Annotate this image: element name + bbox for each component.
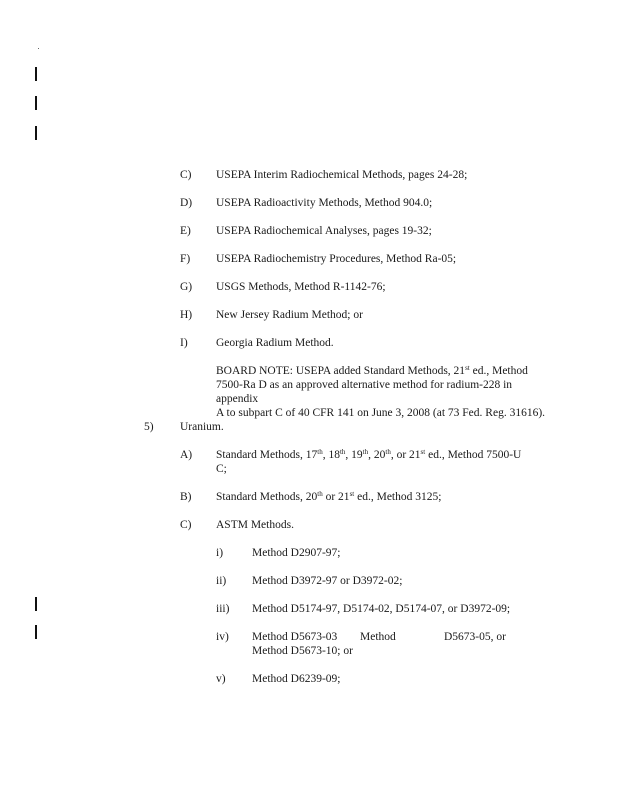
item-label: H) [180, 309, 193, 321]
item-label: B) [180, 491, 192, 503]
item-label: G) [180, 281, 193, 293]
item-text: New Jersey Radium Method; or [216, 309, 363, 321]
item-label: A) [180, 449, 193, 461]
board-note [216, 364, 546, 420]
subitem-text: Method D2907-97; [252, 547, 341, 559]
change-bar [35, 126, 37, 140]
item-text: USEPA Radioactivity Methods, Method 904.0; [216, 197, 433, 209]
subitem-label: i) [216, 547, 224, 559]
item-text: C; [216, 463, 227, 475]
item-text: USGS Methods, Method R-1142-76; [216, 281, 386, 293]
board-note-text: 7500-Ra D as an approved alternative method for radium-228 in appendix [216, 379, 513, 405]
item-text: Standard Methods, 20th or 21st ed., Method 3125; [216, 490, 442, 503]
change-bar [35, 96, 37, 110]
subitem-text: Method [360, 631, 396, 643]
item-text: Standard Methods, 17th, 18th, 19th, 20th, or 21st ed., Method 7500-U [216, 448, 522, 461]
board-note-text: A to subpart C of 40 CFR 141 on June 3, 2008 (at 73 Fed. Reg. 31616). [216, 407, 546, 419]
subitem-label: v) [216, 673, 226, 685]
board-note-text: ed., Method [469, 365, 528, 377]
item-text: USEPA Radiochemistry Procedures, Method Ra-05; [216, 253, 457, 265]
item-label: C) [180, 519, 192, 531]
item-text: ASTM Methods. [216, 519, 294, 531]
board-note-text: BOARD NOTE: USEPA added Standard Methods, 21 [216, 365, 466, 377]
item-label: C) [180, 169, 192, 181]
item-label: D) [180, 197, 193, 209]
subitem-label: iv) [216, 631, 229, 643]
subitem-label: ii) [216, 575, 227, 587]
item-label: F) [180, 253, 191, 265]
subitem-label: iii) [216, 603, 230, 615]
section-number: 5) [144, 421, 154, 433]
item-label: E) [180, 225, 191, 237]
subitem-text: Method D3972-97 or D3972-02; [252, 575, 403, 587]
change-bar [35, 67, 37, 81]
subitem-text: Method D5673-03 [252, 631, 338, 643]
subitem-text: D5673-05, or [444, 631, 506, 643]
subitem-text: Method D6239-09; [252, 673, 341, 685]
superscript: st [465, 364, 470, 372]
item-text: Georgia Radium Method. [216, 337, 334, 349]
item-text: USEPA Radiochemical Analyses, pages 19-32; [216, 225, 432, 237]
item-label: I) [180, 337, 188, 349]
change-bar [35, 625, 37, 639]
scan-speck [38, 48, 39, 49]
change-bar [35, 597, 37, 611]
item-text: USEPA Interim Radiochemical Methods, pages 24-28; [216, 169, 468, 181]
section-title: Uranium. [180, 421, 224, 433]
subitem-text: Method D5673-10; or [252, 645, 353, 657]
subitem-text: Method D5174-97, D5174-02, D5174-07, or D3972-09; [252, 603, 511, 615]
